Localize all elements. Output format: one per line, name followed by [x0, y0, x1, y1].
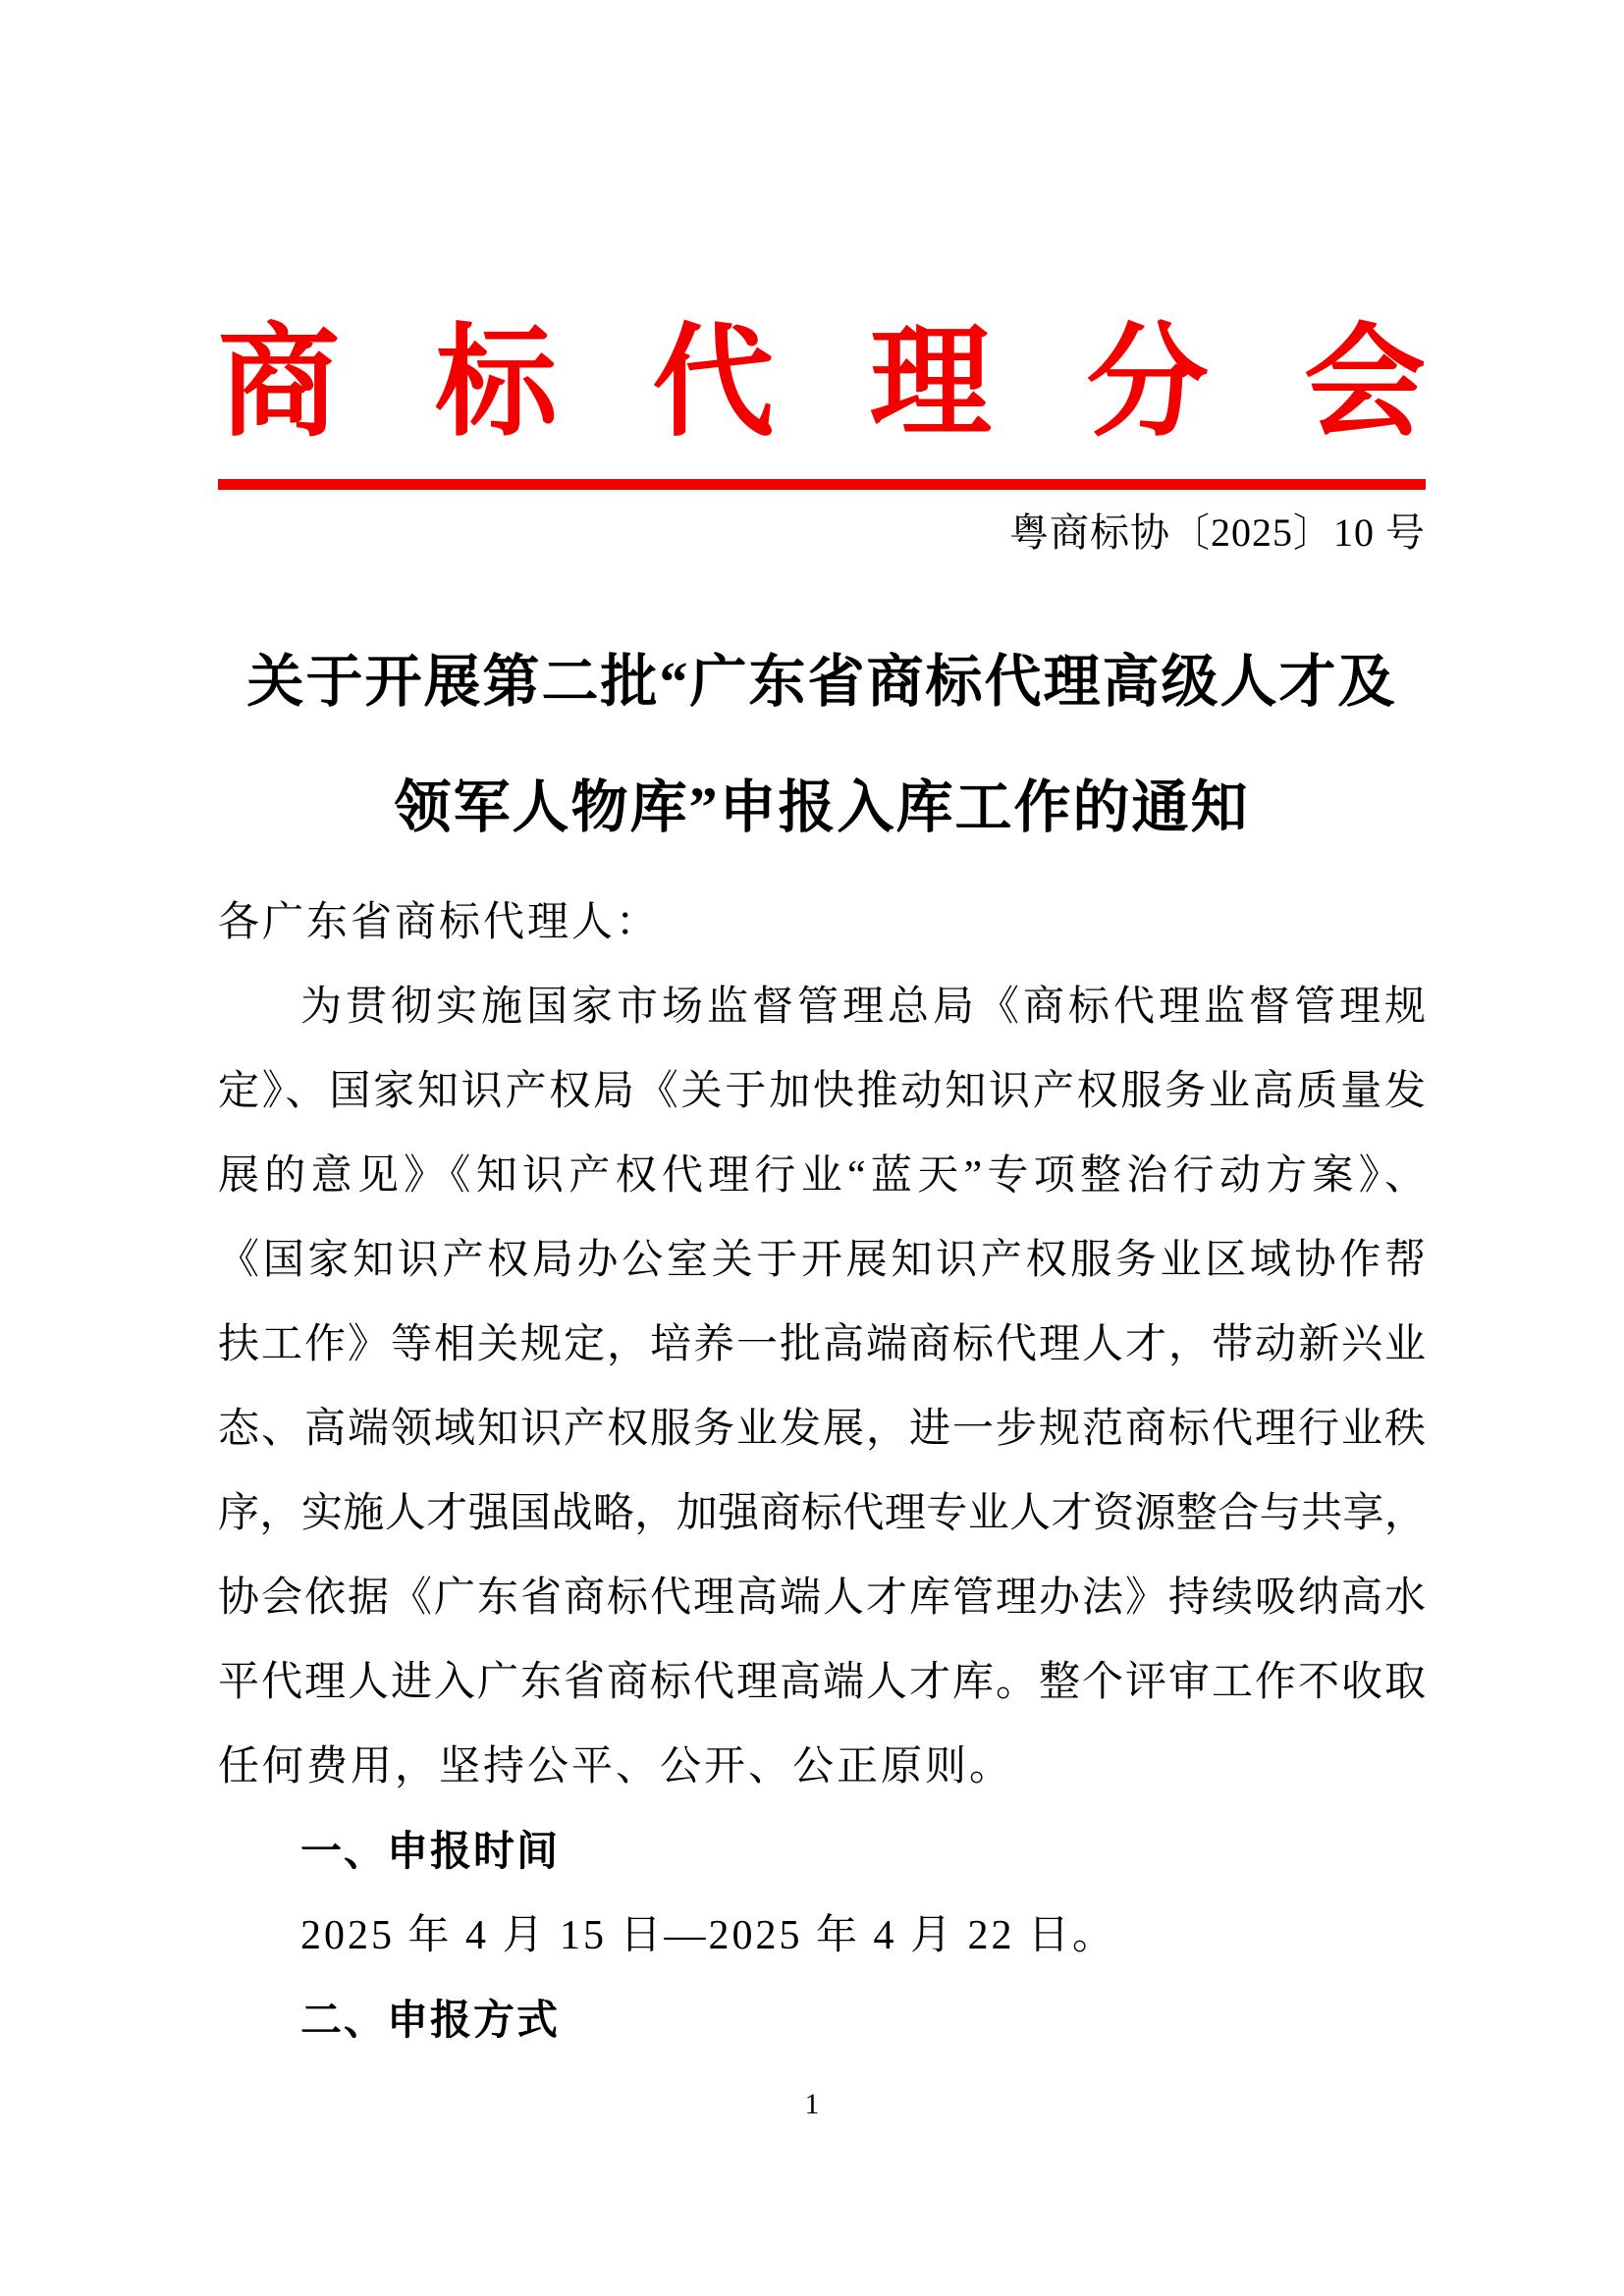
paragraph-line: 《国家知识产权局办公室关于开展知识产权服务业区域协作帮	[218, 1238, 1426, 1283]
paragraph-line: 序，实施人才强国战略，加强商标代理专业人才资源整合与共享，	[218, 1491, 1426, 1536]
masthead-title: 商 标 代 理 分 会	[218, 316, 1426, 451]
section-heading-1: 一、申报时间	[300, 1828, 561, 1874]
document-body	[218, 881, 1426, 2062]
document-title-line-2: 领军人物库”申报入库工作的通知	[394, 775, 1250, 839]
document-content	[218, 0, 1426, 2296]
paragraph-line: 为贯彻实施国家市场监督管理总局《商标代理监督管理规	[300, 985, 1426, 1030]
paragraph-line: 平代理人进入广东省商标代理高端人才库。整个评审工作不收取	[218, 1660, 1426, 1705]
paragraph-line: 态、高端领域知识产权服务业发展，进一步规范商标代理行业秩	[218, 1407, 1426, 1452]
paragraph-line: 任何费用，坚持公平、公开、公正原则。	[218, 1744, 1014, 1789]
page-number: 1	[804, 2088, 820, 2120]
paragraph-line: 协会依据《广东省商标代理高端人才库管理办法》持续吸纳高水	[218, 1575, 1426, 1621]
document-number: 粤商标协〔2025〕10 号	[1009, 510, 1426, 555]
section-1-date-range: 2025 年 4 月 15 日—2025 年 4 月 22 日。	[300, 1913, 1117, 1958]
document-title	[218, 619, 1426, 871]
section-heading-2: 二、申报方式	[300, 1997, 561, 2043]
red-divider-line	[218, 479, 1426, 490]
paragraph-line: 扶工作》等相关规定，培养一批高端商标代理人才，带动新兴业	[218, 1322, 1426, 1367]
salutation-line: 各广东省商标代理人：	[218, 900, 661, 945]
paragraph-line: 展的意见》《知识产权代理行业“蓝天”专项整治行动方案》、	[218, 1153, 1426, 1199]
document-title-line-1: 关于开展第二批“广东省商标代理高级人才及	[246, 650, 1397, 714]
paragraph-line: 定》、国家知识产权局《关于加快推动知识产权服务业高质量发	[218, 1069, 1426, 1114]
